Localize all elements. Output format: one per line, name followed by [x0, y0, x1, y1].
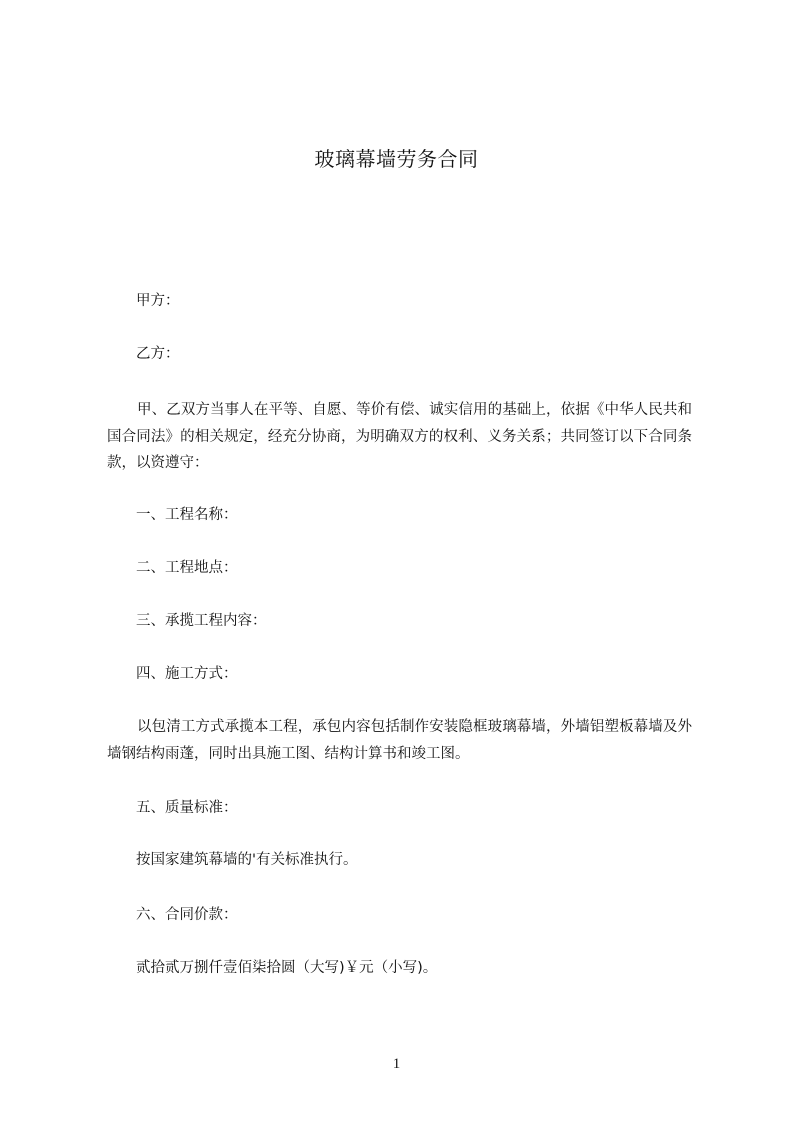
section-1-heading: 一、工程名称： [136, 507, 238, 523]
section-6-heading: 六、合同价款： [136, 907, 238, 923]
section-4-heading: 四、施工方式： [136, 666, 238, 682]
section-3-heading: 三、承揽工程内容： [136, 613, 267, 629]
party-a-label: 甲方： [136, 293, 180, 309]
document-title: 玻璃幕墙劳务合同 [314, 147, 479, 171]
intro-paragraph: 甲、乙双方当事人在平等、自愿、等价有偿、诚实信用的基础上，依据《中华人民共和国合同法》的相关规定，经充分协商，为明确双方的权利、义务关系；共同签订以下合同条款，以资遵守： [107, 402, 692, 472]
page-number: 1 [392, 1056, 401, 1072]
section-4-body: 以包清工方式承揽本工程，承包内容包括制作安装隐框玻璃幕墙，外墙铝塑板幕墙及外墙钢结构雨蓬，同时出具施工图、结构计算书和竣工图。 [107, 719, 692, 762]
section-5-body: 按国家建筑幕墙的'有关标准执行。 [136, 852, 358, 868]
section-2-heading: 二、工程地点： [136, 560, 238, 576]
section-5-heading: 五、质量标准： [136, 800, 238, 816]
party-b-label: 乙方： [136, 346, 180, 362]
section-6-body: 贰拾贰万捌仟壹佰柒拾圆（大写)￥元（小写)。 [136, 960, 438, 976]
